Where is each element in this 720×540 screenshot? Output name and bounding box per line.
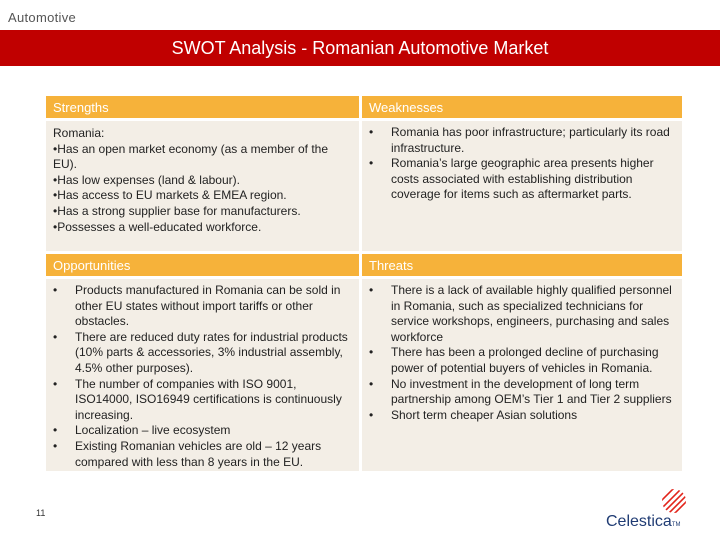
weaknesses-cell	[362, 121, 682, 251]
opportunity-item	[53, 377, 351, 424]
threat-item	[369, 345, 674, 376]
threat-item	[369, 408, 674, 424]
swot-header-row-2	[46, 254, 682, 276]
weakness-item	[369, 156, 674, 203]
bullet-icon: •	[369, 156, 374, 171]
threats-cell	[362, 279, 682, 471]
threats-list	[362, 279, 682, 427]
opportunities-cell	[46, 279, 359, 471]
strengths-line: •Has low expenses (land & labour).	[53, 172, 240, 187]
threat-text: No investment in the development of long term partnership among OEM’s Tier 1 and Tier 2 suppliers	[391, 376, 672, 407]
swot-table	[46, 96, 682, 471]
swot-body-row-2	[46, 279, 682, 471]
slide-title: SWOT Analysis - Romanian Automotive Market	[171, 37, 549, 58]
opportunities-heading: Opportunities	[46, 254, 359, 276]
weaknesses-list	[362, 121, 682, 207]
opportunity-text: Existing Romanian vehicles are old – 12 years compared with less than 8 years in the EU.	[75, 438, 322, 469]
strengths-line: •Has access to EU markets & EMEA region.	[53, 188, 287, 203]
bullet-icon: •	[369, 283, 374, 297]
opportunities-list	[46, 279, 359, 474]
logo-text: Celestica	[606, 513, 672, 530]
bullet-icon: •	[369, 376, 374, 391]
threat-text: There has been a prolonged decline of purchasing power of potential buyers of vehicles in Romania.	[391, 345, 659, 375]
strengths-line: Romania:	[53, 126, 105, 140]
weakness-text: Romania’s large geographic area presents higher costs associated with establishing distribution coverage for items such as aftermarket parts.	[391, 156, 654, 202]
bullet-icon: •	[53, 283, 58, 297]
weakness-item	[369, 125, 674, 156]
section-label: Automotive	[8, 10, 77, 25]
threat-text: Short term cheaper Asian solutions	[391, 407, 578, 422]
opportunity-text: Localization – live ecosystem	[75, 423, 231, 438]
bullet-icon: •	[369, 345, 374, 360]
threat-text: There is a lack of available highly qualified personnel in Romania, such as specialized technicians for service workshops, engineers, purchasing and sales workforce	[391, 283, 672, 344]
bullet-icon: •	[53, 376, 58, 391]
bullet-icon: •	[369, 407, 374, 422]
strengths-line: •Has an open market economy (as a member of the	[53, 141, 328, 156]
strengths-line: •Possesses a well-educated workforce.	[53, 219, 262, 234]
bullet-icon: •	[53, 438, 58, 453]
title-bar	[0, 30, 720, 66]
threats-heading: Threats	[362, 254, 682, 276]
bullet-icon: •	[369, 125, 374, 139]
bullet-icon: •	[53, 423, 58, 438]
bullet-icon: •	[53, 329, 58, 344]
threat-item	[369, 283, 674, 345]
strengths-line: EU).	[53, 157, 77, 172]
opportunity-text: Products manufactured in Romania can be sold in other EU states without import tariffs or other obstacles.	[75, 283, 341, 329]
logo-trademark: TM	[671, 522, 681, 528]
logo-wordmark	[606, 513, 680, 531]
opportunity-item	[53, 283, 351, 330]
weakness-text: Romania has poor infrastructure; particularly its road infrastructure.	[391, 125, 670, 155]
globe-logo-icon	[660, 488, 688, 514]
opportunity-item	[53, 330, 351, 377]
swot-body-row-1	[46, 121, 682, 251]
opportunity-text: The number of companies with ISO 9001, ISO14000, ISO16949 certifications is continuously increasing.	[75, 376, 342, 422]
opportunity-text: There are reduced duty rates for industrial products (10% parts & accessories, 3% industrial assembly, 4.5% other purposes).	[75, 329, 348, 375]
strengths-heading: Strengths	[46, 96, 359, 118]
celestica-logo	[604, 488, 714, 532]
swot-header-row-1	[46, 96, 682, 118]
strengths-cell	[46, 121, 359, 251]
opportunity-item	[53, 439, 351, 470]
threat-item	[369, 377, 674, 408]
page-number: 11	[36, 508, 46, 518]
weaknesses-heading: Weaknesses	[362, 96, 682, 118]
opportunity-item	[53, 423, 351, 439]
strengths-line: •Has a strong supplier base for manufacturers.	[53, 203, 301, 218]
